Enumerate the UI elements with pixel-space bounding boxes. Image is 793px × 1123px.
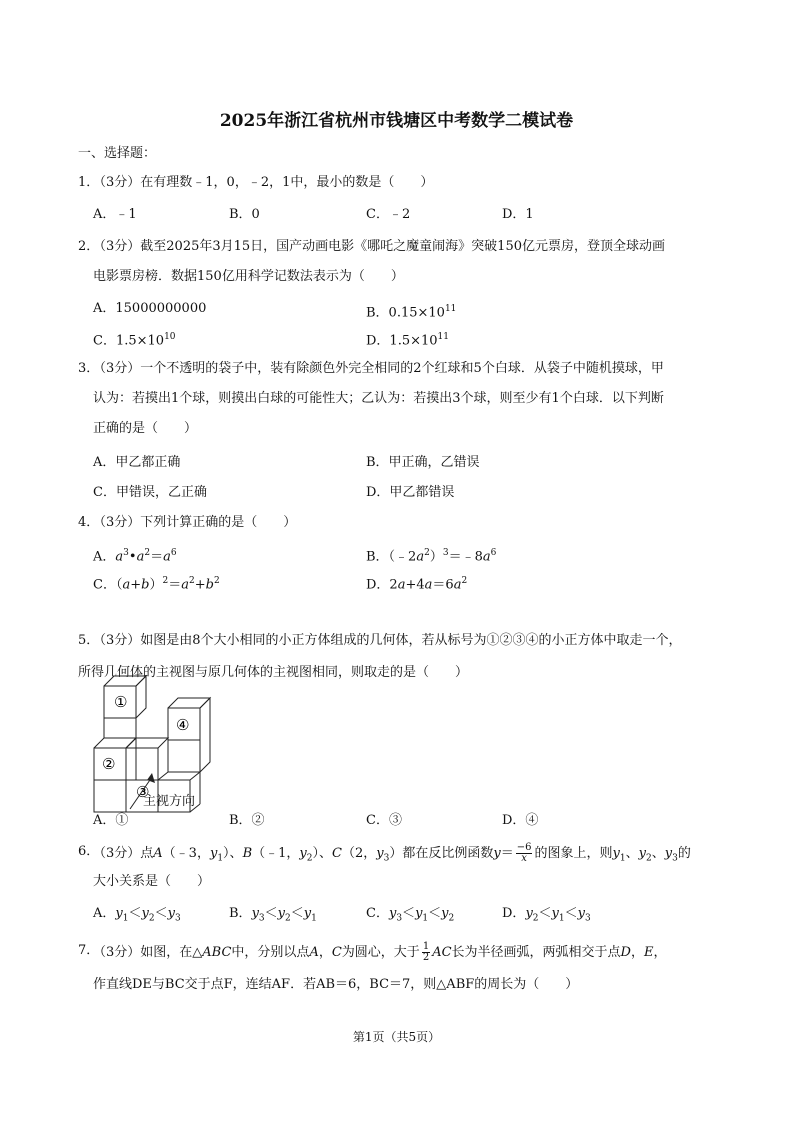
option-c: C．$y_3<y_1<y_2$ xyxy=(366,906,455,924)
question-number: 2． xyxy=(78,239,100,254)
question-text: （3分）截至2025年3月15日，国产动画电影《哪吒之魔童闹海》突破150亿元票房，登顶全球动画 xyxy=(93,239,665,254)
question-number: 3． xyxy=(78,361,100,376)
question-text-cont: 认为：若摸出1个球，则摸出白球的可能性大；乙认为：若摸出3个球，则至少有1个白球．以下判断 xyxy=(93,391,664,406)
option-b: B．$(﹣2a^2)^3=﹣8a^6$ xyxy=(366,548,497,565)
option-c: C．$1.5\times 10^{10}$ xyxy=(93,332,176,349)
option-c: C．﹣2 xyxy=(366,207,411,222)
option-a: A．$a^3•a^2=a^6$ xyxy=(93,548,177,565)
option-b: B．0 xyxy=(229,207,260,222)
question-text: （3分）一个不透明的袋子中，装有除颜色外完全相同的2个红球和5个白球．从袋子中随机摸球，甲 xyxy=(93,361,664,376)
option-d: D．1 xyxy=(502,207,534,222)
question-text-cont: 电影票房榜．数据150亿用科学记数法表示为（ ） xyxy=(93,269,404,284)
option-d: D．$y_2<y_1<y_3$ xyxy=(502,906,591,924)
question-text: （3分）如图是由8个大小相同的小正方体组成的几何体，若从标号为①②③④的小正方体中取走一个， xyxy=(93,633,682,648)
question-text: （3分）下列计算正确的是（ ） xyxy=(93,515,297,530)
question-text-cont: 作直线DE与BC交于点F，连结AF．若AB＝6，BC＝7，则△ABF的周长为（ ） xyxy=(93,977,579,992)
view-direction-label: 主视方向 xyxy=(143,794,196,809)
section-heading: 一、选择题： xyxy=(78,146,157,161)
question-text-cont: 大小关系是（ ） xyxy=(93,874,211,889)
option-d: D．甲乙都错误 xyxy=(366,485,455,500)
question-number: 4． xyxy=(78,515,100,530)
cube-label-2: ② xyxy=(102,755,116,773)
question-number: 6． xyxy=(78,844,100,859)
option-a: A．甲乙都正确 xyxy=(93,455,181,470)
option-d: D．④ xyxy=(502,813,539,828)
question-text: （3分）如图，在△ABC中，分别以点A，C为圆心，大于 $\frac{1}{2}$ AC长为半径画弧，两弧相交于点D，E， xyxy=(93,941,667,963)
question-number: 5． xyxy=(78,633,100,648)
question-number: 1． xyxy=(78,175,100,190)
page-footer: 第1页（共5页） xyxy=(352,1030,441,1044)
question-number: 7． xyxy=(78,943,100,958)
option-a: A．﹣1 xyxy=(93,207,137,222)
option-a: A．$y_1<y_2<y_3$ xyxy=(93,906,181,924)
option-c: C．甲错误，乙正确 xyxy=(93,485,207,500)
question-text-cont: 所得几何体的主视图与原几何体的主视图相同，则取走的是（ ） xyxy=(78,665,469,680)
option-d: D．$2a+4a=6a^2$ xyxy=(366,576,468,593)
question-text-cont: 正确的是（ ） xyxy=(93,421,198,436)
option-b: B．$0.15\times 10^{11}$ xyxy=(366,304,457,321)
question-text: （3分）在有理数﹣1，0，﹣2，1中，最小的数是（ ） xyxy=(93,175,434,190)
question-text: （3分）点A（﹣3，$y_1$）、B（﹣1，$y_2$）、C（2，$y_3$）都在反比例函数y＝ $\frac{-6}{x}$ 的图象上，则$y_1$、$y_2$、$y_3$的 xyxy=(93,842,691,864)
option-a: A．① xyxy=(93,813,129,828)
cube-label-3: ③ xyxy=(136,783,150,801)
option-b: B．② xyxy=(229,813,265,828)
option-c: C．$(a+b)^2=a^2+b^2$ xyxy=(93,576,220,593)
option-a: A．15000000000 xyxy=(93,301,207,316)
option-d: D．$1.5\times 10^{11}$ xyxy=(366,332,449,349)
exam-title: 2025年浙江省杭州市钱塘区中考数学二模试卷 xyxy=(219,111,574,131)
option-c: C．③ xyxy=(366,813,402,828)
option-b: B．$y_3<y_2<y_1$ xyxy=(229,906,317,924)
cube-label-1: ① xyxy=(114,693,128,711)
option-b: B．甲正确，乙错误 xyxy=(366,455,480,470)
cube-label-4: ④ xyxy=(176,716,190,734)
